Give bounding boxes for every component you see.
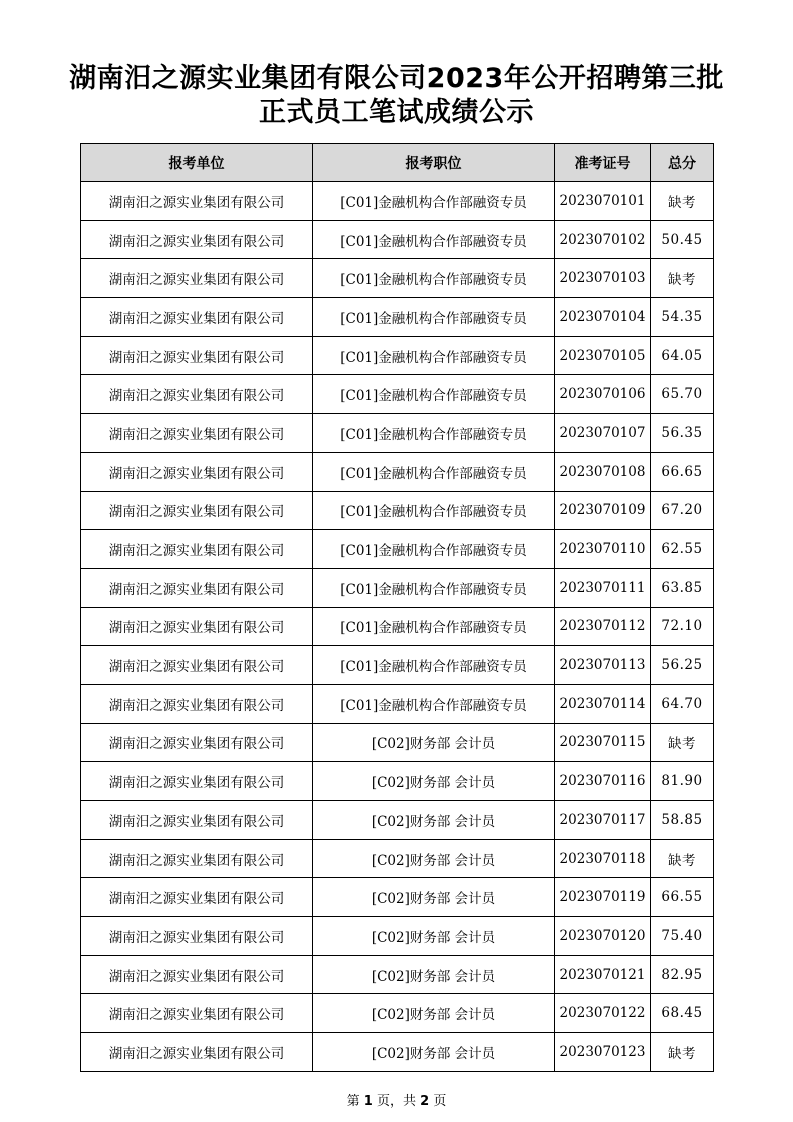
page-footer [0,1090,793,1109]
cell-position: [C02]财务部 会计员 [313,917,555,956]
cell-position: [C01]金融机构合作部融资专员 [313,259,555,298]
cell-total-score: 67.20 [651,491,714,530]
table-row [81,607,714,646]
table-row [81,917,714,956]
table-row [81,762,714,801]
cell-unit: 湖南汨之源实业集团有限公司 [81,182,313,221]
cell-position: [C02]财务部 会计员 [313,801,555,840]
header-unit: 报考单位 [81,144,313,182]
cell-total-score: 54.35 [651,298,714,337]
cell-unit: 湖南汨之源实业集团有限公司 [81,259,313,298]
document-title-line2: 正式员工笔试成绩公示 [259,97,534,128]
cell-unit: 湖南汨之源实业集团有限公司 [81,375,313,414]
table-body [81,182,714,1072]
cell-exam-number: 2023070120 [555,917,651,956]
cell-exam-number: 2023070123 [555,1033,651,1072]
cell-total-score: 缺考 [651,1033,714,1072]
cell-exam-number: 2023070118 [555,839,651,878]
cell-exam-number: 2023070116 [555,762,651,801]
table-row [81,801,714,840]
cell-total-score: 65.70 [651,375,714,414]
table-row [81,298,714,337]
cell-position: [C01]金融机构合作部融资专员 [313,568,555,607]
cell-position: [C01]金融机构合作部融资专员 [313,684,555,723]
cell-total-score: 缺考 [651,723,714,762]
footer-prefix: 第 [346,1094,360,1109]
cell-total-score: 缺考 [651,839,714,878]
cell-position: [C02]财务部 会计员 [313,839,555,878]
cell-exam-number: 2023070111 [555,568,651,607]
footer-page-number: 1 [363,1094,373,1109]
cell-total-score: 63.85 [651,568,714,607]
cell-position: [C01]金融机构合作部融资专员 [313,491,555,530]
cell-exam-number: 2023070101 [555,182,651,221]
cell-unit: 湖南汨之源实业集团有限公司 [81,452,313,491]
table-row [81,955,714,994]
cell-position: [C02]财务部 会计员 [313,994,555,1033]
cell-total-score: 62.55 [651,530,714,569]
cell-exam-number: 2023070108 [555,452,651,491]
header-exam-number: 准考证号 [555,144,651,182]
cell-exam-number: 2023070107 [555,414,651,453]
cell-position: [C02]财务部 会计员 [313,955,555,994]
cell-exam-number: 2023070105 [555,336,651,375]
cell-unit: 湖南汨之源实业集团有限公司 [81,878,313,917]
cell-unit: 湖南汨之源实业集团有限公司 [81,220,313,259]
cell-position: [C02]财务部 会计员 [313,878,555,917]
table-row [81,182,714,221]
cell-total-score: 64.05 [651,336,714,375]
cell-exam-number: 2023070117 [555,801,651,840]
document-title-line1: 湖南汨之源实业集团有限公司2023年公开招聘第三批 [69,63,724,94]
cell-position: [C02]财务部 会计员 [313,762,555,801]
cell-exam-number: 2023070106 [555,375,651,414]
table-row [81,336,714,375]
table-row [81,684,714,723]
cell-total-score: 75.40 [651,917,714,956]
header-total-score: 总分 [651,144,714,182]
cell-unit: 湖南汨之源实业集团有限公司 [81,839,313,878]
table-row [81,994,714,1033]
cell-total-score: 缺考 [651,182,714,221]
table-row [81,646,714,685]
cell-unit: 湖南汨之源实业集团有限公司 [81,762,313,801]
cell-position: [C02]财务部 会计员 [313,723,555,762]
cell-position: [C01]金融机构合作部融资专员 [313,646,555,685]
cell-unit: 湖南汨之源实业集团有限公司 [81,607,313,646]
cell-unit: 湖南汨之源实业集团有限公司 [81,646,313,685]
cell-total-score: 72.10 [651,607,714,646]
cell-total-score: 81.90 [651,762,714,801]
cell-unit: 湖南汨之源实业集团有限公司 [81,723,313,762]
table-row [81,375,714,414]
table-row [81,530,714,569]
cell-position: [C01]金融机构合作部融资专员 [313,530,555,569]
cell-unit: 湖南汨之源实业集团有限公司 [81,1033,313,1072]
cell-position: [C01]金融机构合作部融资专员 [313,375,555,414]
cell-total-score: 68.45 [651,994,714,1033]
table-row [81,452,714,491]
cell-exam-number: 2023070113 [555,646,651,685]
cell-unit: 湖南汨之源实业集团有限公司 [81,955,313,994]
cell-exam-number: 2023070112 [555,607,651,646]
cell-position: [C02]财务部 会计员 [313,1033,555,1072]
table-header-row [81,144,714,182]
cell-total-score: 缺考 [651,259,714,298]
cell-total-score: 66.65 [651,452,714,491]
cell-unit: 湖南汨之源实业集团有限公司 [81,917,313,956]
cell-exam-number: 2023070122 [555,994,651,1033]
cell-total-score: 66.55 [651,878,714,917]
cell-exam-number: 2023070109 [555,491,651,530]
cell-unit: 湖南汨之源实业集团有限公司 [81,530,313,569]
cell-total-score: 50.45 [651,220,714,259]
cell-position: [C01]金融机构合作部融资专员 [313,220,555,259]
cell-unit: 湖南汨之源实业集团有限公司 [81,801,313,840]
cell-exam-number: 2023070119 [555,878,651,917]
cell-total-score: 56.35 [651,414,714,453]
cell-exam-number: 2023070102 [555,220,651,259]
cell-position: [C01]金融机构合作部融资专员 [313,607,555,646]
cell-exam-number: 2023070103 [555,259,651,298]
cell-unit: 湖南汨之源实业集团有限公司 [81,684,313,723]
cell-total-score: 64.70 [651,684,714,723]
cell-unit: 湖南汨之源实业集团有限公司 [81,336,313,375]
table-row [81,491,714,530]
cell-unit: 湖南汨之源实业集团有限公司 [81,414,313,453]
cell-exam-number: 2023070115 [555,723,651,762]
cell-total-score: 56.25 [651,646,714,685]
cell-unit: 湖南汨之源实业集团有限公司 [81,994,313,1033]
table-row [81,839,714,878]
cell-position: [C01]金融机构合作部融资专员 [313,452,555,491]
header-position: 报考职位 [313,144,555,182]
table-row [81,723,714,762]
table-row [81,414,714,453]
cell-exam-number: 2023070114 [555,684,651,723]
table-row [81,220,714,259]
table-row [81,259,714,298]
table-row [81,1033,714,1072]
footer-suffix: 页 [433,1094,447,1109]
footer-middle: 页，共 [376,1094,416,1109]
cell-exam-number: 2023070121 [555,955,651,994]
table-row [81,878,714,917]
cell-position: [C01]金融机构合作部融资专员 [313,182,555,221]
cell-unit: 湖南汨之源实业集团有限公司 [81,491,313,530]
cell-total-score: 82.95 [651,955,714,994]
scores-table [80,143,714,1072]
table-row [81,568,714,607]
cell-unit: 湖南汨之源实业集团有限公司 [81,568,313,607]
cell-position: [C01]金融机构合作部融资专员 [313,414,555,453]
cell-position: [C01]金融机构合作部融资专员 [313,298,555,337]
cell-exam-number: 2023070110 [555,530,651,569]
footer-total-pages: 2 [420,1094,430,1109]
cell-position: [C01]金融机构合作部融资专员 [313,336,555,375]
cell-unit: 湖南汨之源实业集团有限公司 [81,298,313,337]
cell-total-score: 58.85 [651,801,714,840]
cell-exam-number: 2023070104 [555,298,651,337]
